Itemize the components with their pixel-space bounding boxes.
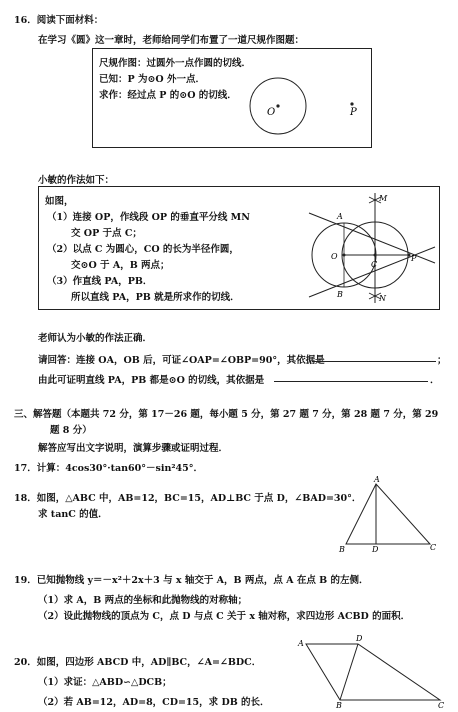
circle-point-figure bbox=[93, 49, 373, 149]
ask-2: 由此可证明直线 PA，PB 都是⊙O 的切线，其依据是 bbox=[38, 375, 265, 386]
step-intro: 如图， bbox=[45, 196, 74, 207]
trapezoid-figure bbox=[296, 636, 446, 708]
step-1: （1）连接 OP，作线段 OP 的垂直平分线 MN bbox=[47, 212, 250, 223]
answer-blank-2[interactable] bbox=[274, 381, 428, 382]
q17: 17．计算：4cos30°·tan60°－sin²45°． bbox=[14, 463, 203, 474]
label-p: P bbox=[350, 107, 357, 118]
label-b: B bbox=[337, 290, 343, 299]
q19-line-2: （1）求 A，B 两点的坐标和此抛物线的对称轴； bbox=[38, 595, 248, 606]
label-c3: C bbox=[430, 543, 437, 552]
task-line-1: 尺规作图：过圆外一点作圆的切线． bbox=[99, 58, 252, 69]
trapezoid-abcd bbox=[306, 644, 440, 700]
step-conclusion: 所以直线 PA，PB 就是所求作的切线． bbox=[71, 292, 240, 303]
task-box bbox=[92, 48, 372, 148]
section3-title-2: 题 8 分） bbox=[50, 425, 92, 436]
construction-figure bbox=[39, 187, 441, 311]
label-a4: A bbox=[298, 639, 304, 648]
step-1b: 交 OP 于点 C； bbox=[71, 228, 142, 239]
teacher-note: 老师认为小敏的作法正确． bbox=[38, 333, 153, 344]
triangle-abc-figure bbox=[334, 475, 444, 556]
label-b3: B bbox=[339, 545, 345, 554]
label-o2: O bbox=[331, 252, 338, 261]
label-a: A bbox=[337, 212, 343, 221]
triangle-abc bbox=[346, 484, 430, 544]
label-m: M bbox=[379, 194, 388, 203]
q19-line-3: （2）设此抛物线的顶点为 C，点 D 与点 C 关于 x 轴对称，求四边形 ACBD 的面积． bbox=[38, 611, 411, 622]
section3-title: 三、解答题（本题共 72 分，第 17－26 题，每小题 5 分，第 27 题 7 分，第 28 题 7 分，第 29 bbox=[14, 409, 439, 420]
label-a3: A bbox=[374, 475, 380, 484]
ask-1-end: ； bbox=[437, 355, 447, 366]
label-o: O bbox=[267, 107, 276, 118]
point-p bbox=[350, 102, 353, 105]
q19-line-1: 19．已知抛物线 y＝－x²＋2x＋3 与 x 轴交于 A，B 两点，点 A 在点 B 的左侧． bbox=[14, 575, 369, 586]
q20-line-3: （2）若 AB=12，AD=8，CD=15，求 DB 的长． bbox=[38, 697, 270, 708]
method-box bbox=[38, 186, 440, 310]
label-p2: P bbox=[411, 254, 417, 263]
step-3: （3）作直线 PA，PB． bbox=[47, 276, 153, 287]
step-2: （2）以点 C 为圆心，CO 的长为半径作圆， bbox=[47, 244, 239, 255]
task-line-2: 已知：P 为⊙O 外一点． bbox=[99, 74, 205, 85]
label-n: N bbox=[379, 294, 386, 303]
q16-intro: 在学习《圆》这一章时，老师给同学们布置了一道尺规作图题： bbox=[38, 35, 305, 46]
diagonal-db bbox=[340, 644, 358, 700]
label-c: C bbox=[371, 260, 378, 269]
section3-note: 解答应写出文字说明，演算步骤或证明过程． bbox=[38, 443, 229, 454]
ask-2-end: ． bbox=[430, 375, 440, 386]
task-line-3: 求作：经过点 P 的⊙O 的切线． bbox=[99, 90, 237, 101]
q18-line-2: 求 tanC 的值． bbox=[38, 509, 108, 520]
q20-line-2: （1）求证：△ABD∽△DCB； bbox=[38, 677, 172, 688]
q16-heading: 16．阅读下面材料： bbox=[14, 15, 104, 26]
label-c4: C bbox=[438, 701, 445, 710]
step-2b: 交⊙O 于 A，B 两点； bbox=[71, 260, 170, 271]
label-b4: B bbox=[336, 701, 342, 710]
label-d4: D bbox=[356, 634, 363, 643]
point-o bbox=[276, 104, 279, 107]
answer-blank-1[interactable] bbox=[312, 361, 436, 362]
label-d3: D bbox=[372, 545, 379, 554]
method-heading: 小敏的作法如下： bbox=[38, 175, 115, 186]
ask-1: 请回答：连接 OA，OB 后，可证∠OAP=∠OBP=90°，其依据是 bbox=[38, 355, 325, 366]
q20-line-1: 20．如图，四边形 ABCD 中，AD∥BC，∠A=∠BDC． bbox=[14, 657, 262, 668]
q18-line-1: 18．如图，△ABC 中，AB=12，BC=15，AD⊥BC 于点 D，∠BAD=30°． bbox=[14, 493, 362, 504]
